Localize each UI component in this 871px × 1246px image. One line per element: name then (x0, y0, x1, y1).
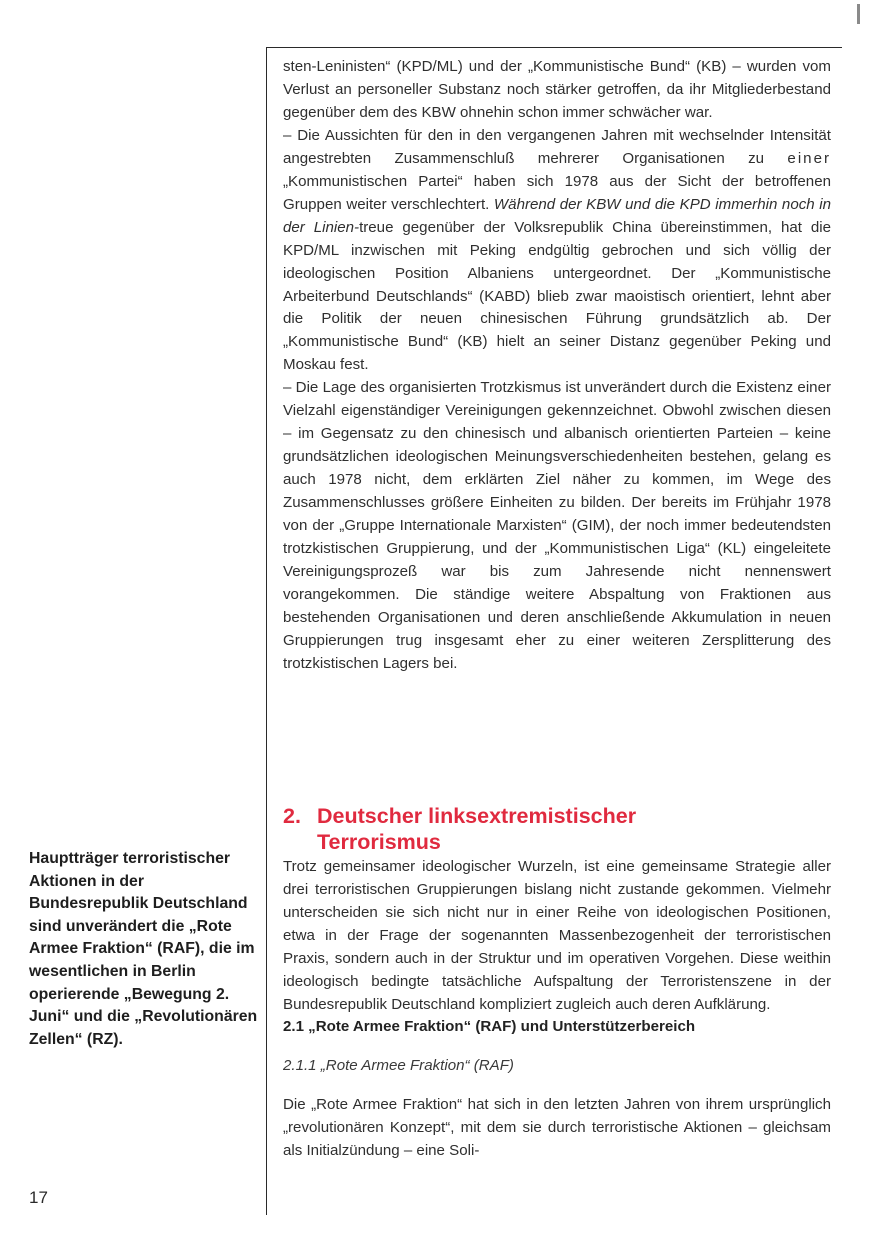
spaced-word: einer (787, 149, 831, 167)
column-top-rule (266, 47, 842, 48)
margin-note: Hauptträger terroristischer Aktionen in der Bundesrepublik Deutschland sind unverändert die „Rote Armee Fraktion“ (RAF), die im wesentlichen in Berlin operierende „Bewegung 2. Juni“ und die „Revolutionären Zellen“ (RZ). (29, 850, 258, 1048)
section-2-paragraph: Trotz gemeinsamer ideologischer Wurzeln, ist eine gemeinsame Strategie aller drei terroristischen Gruppierungen bislang nicht zustande gekommen. Vielmehr unterscheiden sie sich nicht nur in einer Reihe von ideologischen Positionen, etwa in der Frage der sogenannten Massenbezogenheit der terroristischen Praxis, sondern auch in der Struktur und im operativen Vorgehen. Diese weithin ideologisch bedingte tatsächliche Aufspaltung der Terroristenszene in der Bundesrepublik Deutschland kompliziert zugleich auch deren Aufklärung. (283, 858, 831, 1013)
section-2-title-line2: Terrorismus (317, 830, 441, 854)
page-number: 17 (29, 1188, 48, 1207)
scan-edge-mark (857, 4, 860, 24)
section-2-heading (283, 803, 831, 855)
intro-paragraph: sten-Leninisten“ (KPD/ML) und der „Kommunistische Bund“ (KB) – wurden vom Verlust an personeller Substanz noch stärker getroffen, da ihr Mitgliederbestand gegenüber dem des KBW ohnehin schon immer schwächer war. (283, 58, 831, 121)
paragraph-aussichten-part-b: „Kommunistischen Partei“ haben sich 1978 aus der Sicht der betroffenen Gruppen weiter verschlechtert. (283, 172, 831, 213)
paragraph-aussichten (283, 125, 831, 377)
section-2-1-1-body (283, 1094, 831, 1163)
paragraph-aussichten-part-a: – Die Aussichten für den in den vergangenen Jahren mit wechselnder Intensität angestrebten Zusammenschluß mehrerer Organisationen zu (283, 126, 831, 167)
section-2-number: 2. (283, 804, 301, 828)
paragraph-trotzkismus: – Die Lage des organisierten Trotzkismus ist unverändert durch die Existenz einer Vielzahl eigenständiger Vereinigungen gekennzeichnet. Obwohl zwischen diesen – im Gegensatz zu den chinesisch und albanisch orientierten Parteien – keine grundsätzlichen ideologischen Meinungsverschiedenheiten bestehen, gelang es auch 1978 nicht, dem erklärten Ziel näher zu kommen, im Wege des Zusammenschlusses größere Einheiten zu bilden. Der bereits im Frühjahr 1978 von der „Gruppe Internationale Marxisten“ (GIM), der noch immer bedeutendsten trotzkistischen Gruppierung, und der „Kommunistischen Liga“ (KL) eingeleitete Vereinigungsprozeß war bis zum Jahresende nicht nennenswert vorangekommen. Die ständige weitere Abspaltung von Fraktionen aus bestehenden Organisationen und deren anschließende Akkumulation in neuen Gruppierungen trug insgesamt eher zu einer weiteren Zersplitterung des trotzkistischen Lagers bei. (283, 379, 831, 672)
section-2-title-line1: Deutscher linksextremistischer (317, 804, 637, 828)
italic-phrase: Während der KBW und die KPD immerhin noch in der Linien- (283, 195, 831, 236)
section-2-1-1-heading: 2.1.1 „Rote Armee Fraktion“ (RAF) (283, 1057, 514, 1074)
section-2-1-1-paragraph: Die „Rote Armee Fraktion“ hat sich in den letzten Jahren von ihrem ursprünglich „revolutionären Konzept“, mit dem sie durch terroristische Aktionen – gleichsam als Initialzündung – eine Soli- (283, 1096, 831, 1159)
paragraph-aussichten-part-c: treue gegenüber der Volksrepublik China übereinstimmen, hat die KPD/ML inzwischen mit Peking endgültig gebrochen und sich völlig der ideologischen Position Albaniens untergeordnet. Der „Kommunistische Arbeiterbund Deutschlands“ (KABD) blieb zwar maoistisch orientiert, lehnt aber die Politik der neuen chinesischen Führung grundsätzlich ab. Der „Kommunistische Bund“ (KB) hielt an seiner Distanz gegenüber Peking und Moskau fest. (283, 218, 831, 374)
section-2-body (283, 856, 831, 1017)
section-2-1-heading: 2.1 „Rote Armee Fraktion“ (RAF) und Unterstützerbereich (283, 1018, 696, 1035)
body-text-column (283, 56, 831, 676)
column-left-rule (266, 47, 267, 1215)
